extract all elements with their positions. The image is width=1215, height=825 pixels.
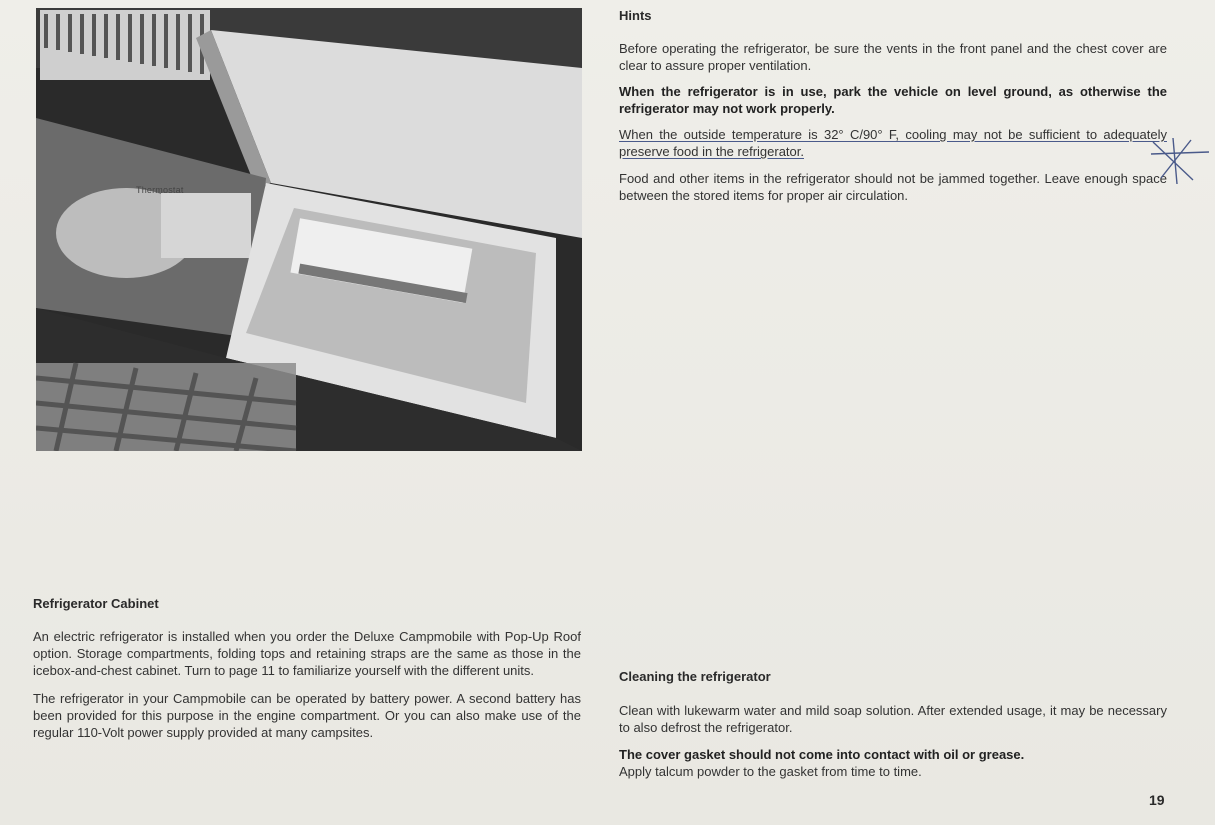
hints-paragraph-1: Before operating the refrigerator, be sure the vents in the front panel and the chest cover are clear to assure proper ventilation.: [619, 41, 1167, 73]
cleaning-heading: Cleaning the refrigerator: [619, 669, 771, 684]
thermostat-label: Thermostat: [136, 185, 184, 195]
hints-paragraph-3: When the outside temperature is 32° C/90° F, cooling may not be sufficient to adequately preserve food in the refrigerator.: [619, 127, 1167, 159]
hints-paragraph-4: Food and other items in the refrigerator should not be jammed together. Leave enough space between the stored items for proper air circulation.: [619, 171, 1167, 203]
hints-paragraph-2: When the refrigerator is in use, park the vehicle on level ground, as otherwise the refrigerator may not work properly.: [619, 84, 1167, 116]
cleaning-paragraph-2: The cover gasket should not come into contact with oil or grease.: [619, 747, 1025, 762]
cleaning-paragraph-3: Apply talcum powder to the gasket from time to time.: [619, 764, 922, 779]
handwritten-star-icon: [1147, 134, 1211, 186]
hints-section: [619, 8, 1167, 204]
refrigerator-photo: [36, 8, 582, 451]
cleaning-paragraph-1: Clean with lukewarm water and mild soap solution. After extended usage, it may be necessary to also defrost the refrigerator.: [619, 703, 1167, 735]
page-number: 19: [1149, 792, 1165, 808]
cleaning-section: [619, 669, 1167, 780]
hints-heading: Hints: [619, 8, 652, 23]
cabinet-paragraph-1: An electric refrigerator is installed when you order the Deluxe Campmobile with Pop-Up Roof option. Storage compartments, folding tops and retaining straps are the same as those in the icebox-and-chest cabinet. Turn to page 11 to familiarize yourself with the different units.: [33, 629, 581, 678]
cabinet-paragraph-2: The refrigerator in your Campmobile can be operated by battery power. A second battery has been provided for this purpose in the engine compartment. Or you can also make use of the regular 110-Volt power supply provided at many campsites.: [33, 691, 581, 740]
cabinet-section: [33, 596, 581, 741]
cabinet-heading: Refrigerator Cabinet: [33, 596, 159, 611]
